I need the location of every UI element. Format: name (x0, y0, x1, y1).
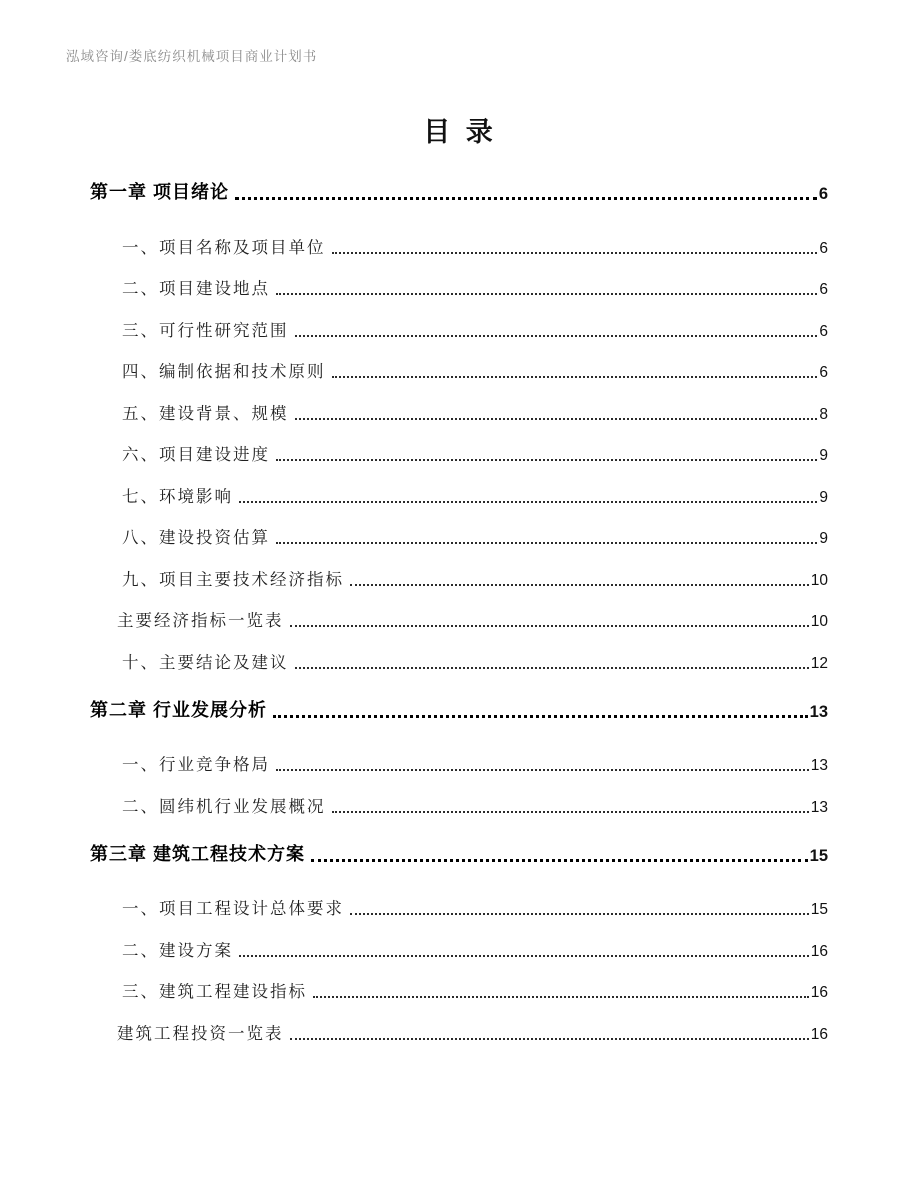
dot-leader (332, 252, 818, 254)
dot-leader (273, 715, 808, 718)
dot-leader (239, 955, 809, 957)
toc-item-page-number: 16 (810, 942, 828, 960)
dot-leader (239, 501, 817, 503)
dot-leader (276, 542, 817, 544)
toc-chapter-label[interactable]: 第二章 行业发展分析 (90, 699, 268, 720)
toc-item-row[interactable] (90, 548, 828, 590)
toc-item-row[interactable] (90, 382, 828, 424)
toc-item-page-number: 16 (810, 1025, 828, 1043)
toc-item-label[interactable]: 主要经济指标一览表 (117, 612, 284, 630)
dot-leader (311, 859, 808, 862)
toc-item-row[interactable] (90, 341, 828, 383)
dot-leader (295, 667, 809, 669)
toc-item-row[interactable] (90, 961, 828, 1003)
toc-item-label[interactable]: 二、项目建设地点 (122, 280, 270, 298)
toc-item-row[interactable] (90, 216, 828, 258)
toc-item-row[interactable] (90, 424, 828, 466)
toc-chapter-page-number: 6 (818, 185, 828, 203)
toc-item-page-number: 9 (819, 488, 828, 506)
toc-item-label[interactable]: 三、建筑工程建设指标 (122, 983, 307, 1001)
toc-title: 目 录 (423, 117, 497, 147)
toc-chapter-row[interactable] (90, 170, 828, 204)
dot-leader (235, 197, 817, 200)
toc-item-row[interactable] (90, 775, 828, 817)
dot-leader (313, 996, 809, 998)
dot-leader (332, 376, 818, 378)
toc-item-label[interactable]: 一、项目名称及项目单位 (122, 238, 326, 257)
dot-leader (332, 811, 809, 813)
toc-item-page-number: 9 (819, 530, 828, 547)
toc-item-row[interactable] (90, 631, 828, 673)
toc-item-label[interactable]: 二、圆纬机行业发展概况 (122, 797, 326, 816)
toc-item-label[interactable]: 四、编制依据和技术原则 (122, 363, 326, 381)
toc-item-row[interactable] (90, 878, 828, 920)
toc-chapter-page-number: 15 (809, 846, 828, 865)
dot-leader (276, 293, 817, 295)
toc-item-label[interactable]: 七、环境影响 (122, 487, 233, 506)
toc-chapter-row[interactable] (90, 832, 828, 866)
toc-list (0, 170, 920, 1044)
toc-item-label[interactable]: 三、可行性研究范围 (122, 321, 289, 340)
toc-item-row[interactable] (90, 590, 828, 632)
dot-leader (350, 584, 809, 586)
toc-item-page-number: 10 (810, 571, 828, 589)
toc-item-row[interactable] (90, 507, 828, 549)
dot-leader (276, 769, 809, 771)
toc-item-page-number: 12 (810, 654, 828, 672)
toc-item-row[interactable] (90, 465, 828, 507)
toc-item-page-number: 16 (810, 984, 828, 1001)
toc-item-row[interactable] (90, 919, 828, 961)
toc-item-page-number: 13 (810, 757, 828, 774)
toc-item-page-number: 9 (819, 447, 828, 464)
toc-item-label[interactable]: 一、项目工程设计总体要求 (122, 900, 344, 918)
toc-item-label[interactable]: 十、主要结论及建议 (122, 653, 289, 672)
toc-item-page-number: 6 (819, 281, 828, 298)
toc-item-label[interactable]: 九、项目主要技术经济指标 (122, 570, 344, 589)
toc-item-row[interactable] (90, 258, 828, 300)
toc-item-page-number: 6 (819, 364, 828, 381)
document-header: 泓域咨询/娄底纺织机械项目商业计划书 (66, 49, 318, 64)
toc-item-label[interactable]: 一、行业竞争格局 (122, 756, 270, 774)
toc-item-label[interactable]: 六、项目建设进度 (122, 446, 270, 464)
toc-item-page-number: 15 (810, 901, 828, 918)
dot-leader (290, 625, 809, 627)
toc-chapter-page-number: 13 (809, 702, 828, 721)
toc-chapter-label[interactable]: 第三章 建筑工程技术方案 (90, 843, 305, 864)
toc-item-row[interactable] (90, 734, 828, 776)
toc-item-label[interactable]: 二、建设方案 (122, 941, 233, 960)
dot-leader (350, 913, 809, 915)
toc-chapter-row[interactable] (90, 688, 828, 722)
dot-leader (290, 1038, 809, 1040)
toc-item-page-number: 13 (810, 798, 828, 816)
toc-item-label[interactable]: 八、建设投资估算 (122, 529, 270, 547)
dot-leader (295, 335, 818, 337)
toc-item-label[interactable]: 五、建设背景、规模 (122, 404, 289, 423)
toc-item-page-number: 8 (819, 405, 828, 423)
toc-chapter-label[interactable]: 第一章 项目绪论 (90, 182, 230, 202)
toc-item-row[interactable] (90, 299, 828, 341)
toc-item-page-number: 10 (810, 613, 828, 630)
toc-item-label[interactable]: 建筑工程投资一览表 (117, 1024, 284, 1043)
toc-item-page-number: 6 (819, 322, 828, 340)
toc-item-row[interactable] (90, 1002, 828, 1044)
toc-item-page-number: 6 (819, 239, 828, 257)
dot-leader (295, 418, 818, 420)
dot-leader (276, 459, 817, 461)
